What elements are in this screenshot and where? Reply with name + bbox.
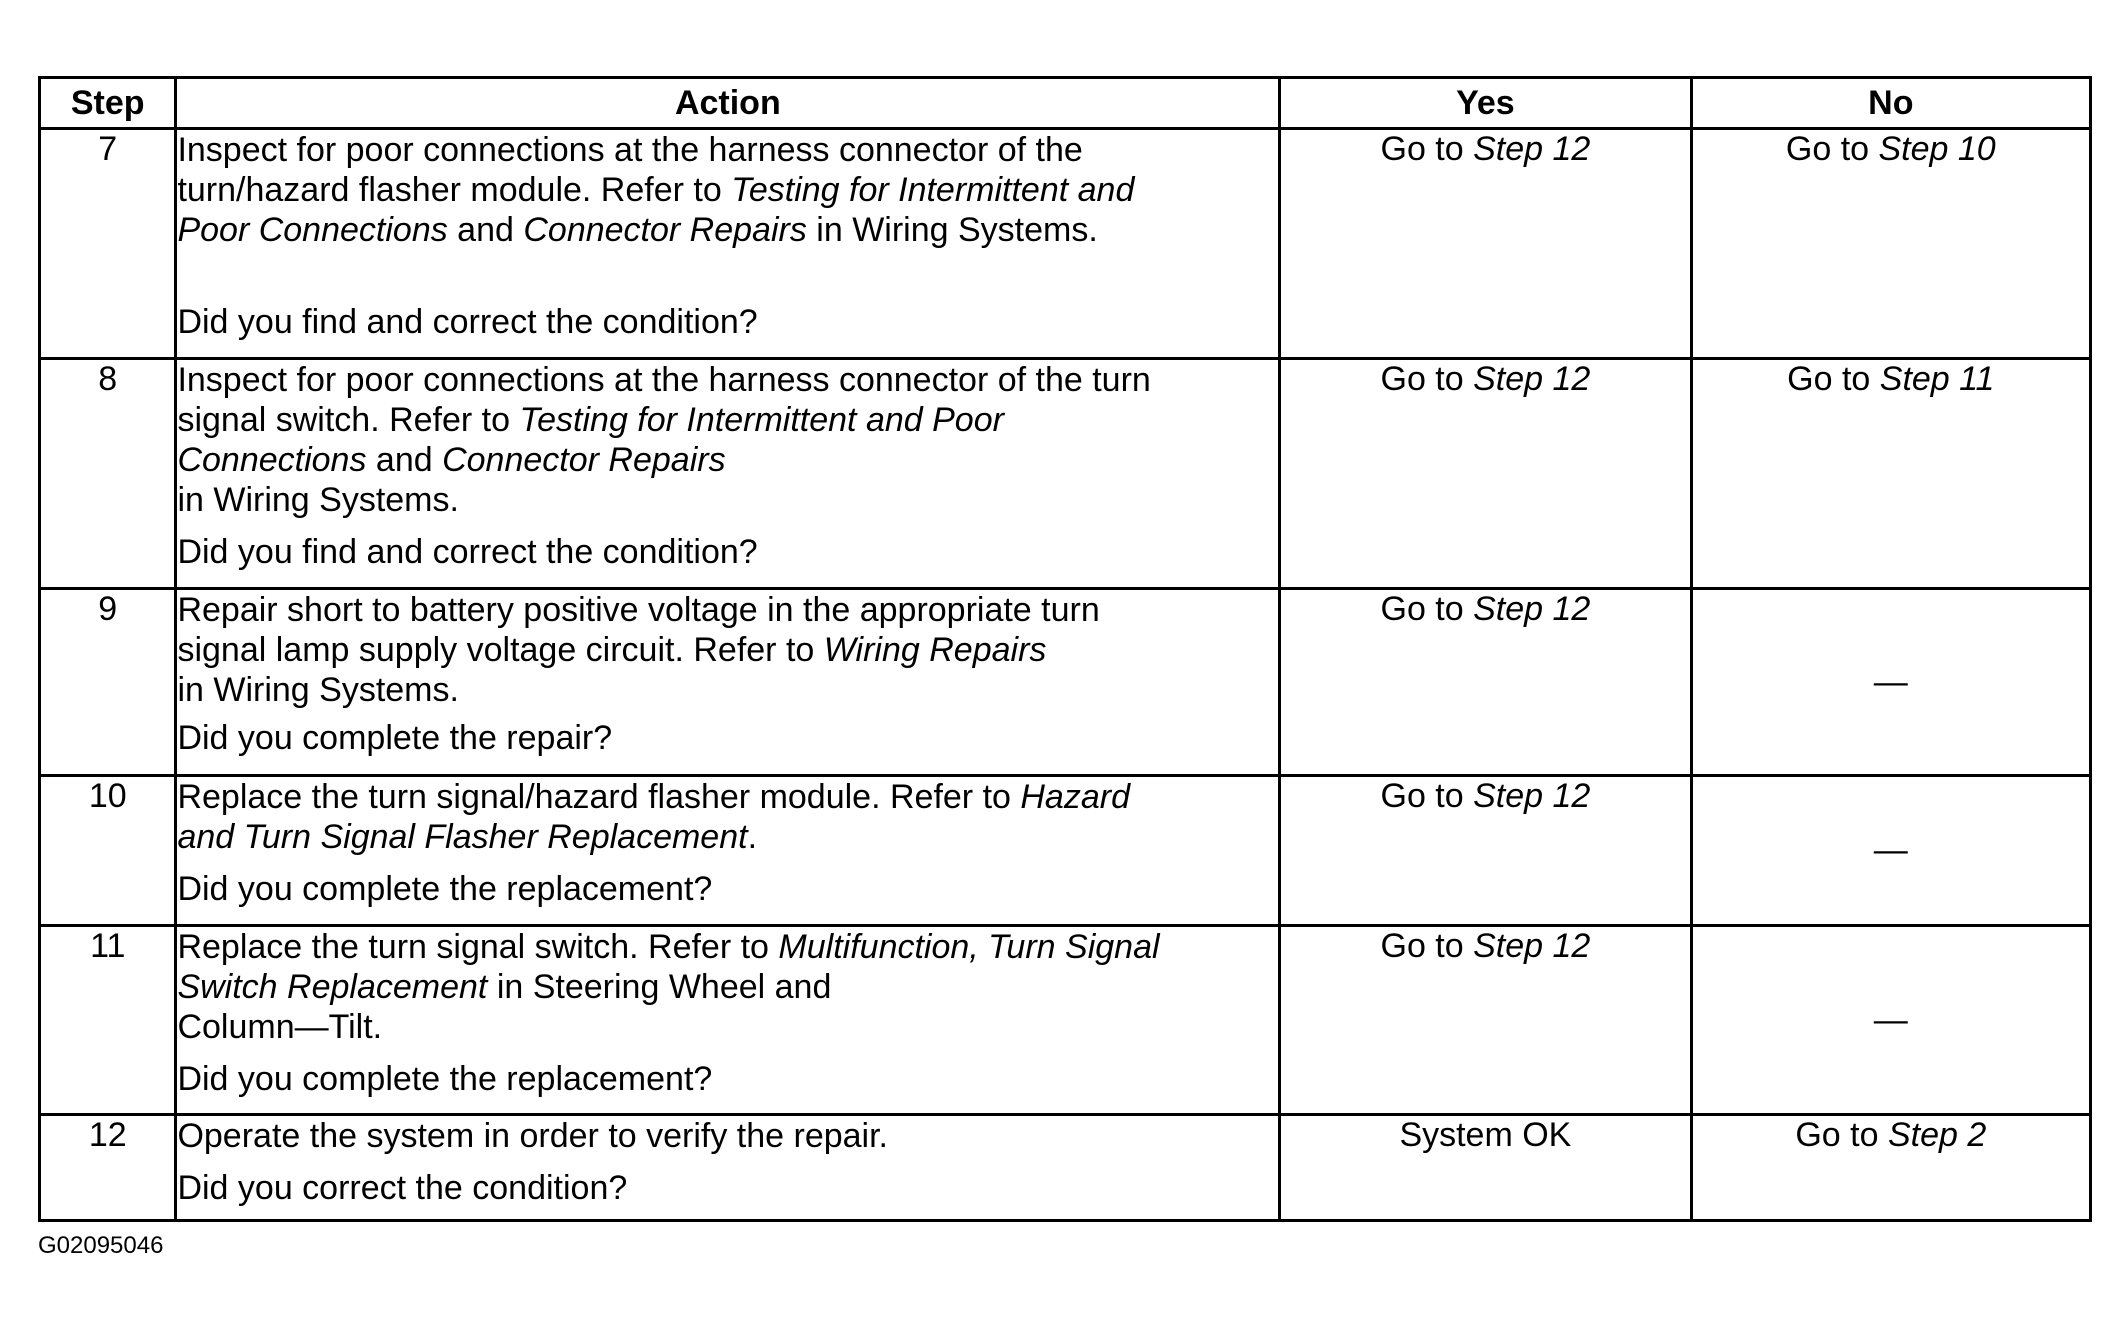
- no-text: Go to: [1785, 130, 1879, 168]
- yes-cell: [1280, 776, 1691, 926]
- doc-reference: Wiring Repairs: [823, 631, 1047, 669]
- action-text: [177, 590, 1278, 710]
- step-number: 11: [40, 926, 176, 1115]
- step-number: 7: [40, 129, 176, 359]
- no-text: Go to: [1795, 1116, 1888, 1154]
- action-question: Did you complete the replacement?: [177, 1060, 713, 1098]
- yes-step-reference: Step 12: [1473, 130, 1591, 168]
- yes-text: Go to: [1380, 130, 1474, 168]
- yes-cell: [1280, 129, 1691, 359]
- diagnostic-table: [38, 76, 2092, 1222]
- action-text-segment: .: [747, 818, 758, 856]
- action-text-segment: Replace the turn signal/hazard flasher module. Refer to: [177, 778, 1021, 816]
- action-text: [177, 130, 1278, 250]
- doc-reference: Hazard: [1020, 778, 1130, 816]
- yes-cell: [1280, 926, 1691, 1115]
- action-text-segment: Inspect for poor connections at the harness connector of the: [177, 131, 1083, 169]
- action-question: Did you correct the condition?: [177, 1169, 628, 1207]
- action-question: Did you complete the replacement?: [177, 870, 713, 908]
- table-row: [40, 926, 2091, 1115]
- table-row: [40, 129, 2091, 359]
- action-text-segment: in Wiring Systems.: [806, 211, 1098, 249]
- action-text: Operate the system in order to verify the repair.: [177, 1117, 888, 1155]
- action-text: [177, 777, 1278, 857]
- action-text-segment: and: [447, 211, 524, 249]
- action-text-segment: Column—Tilt.: [177, 1008, 383, 1046]
- action-question: Did you find and correct the condition?: [177, 533, 758, 571]
- action-question: Did you find and correct the condition?: [177, 303, 758, 341]
- action-cell: [176, 776, 1280, 926]
- action-text: [177, 360, 1278, 520]
- yes-step-reference: Step 12: [1473, 360, 1591, 398]
- doc-reference: Testing for Intermittent and: [731, 171, 1135, 209]
- action-text-segment: and: [366, 441, 443, 479]
- no-cell: —: [1691, 589, 2090, 776]
- yes-text: Go to: [1380, 590, 1474, 628]
- yes-text: Go to: [1380, 360, 1474, 398]
- no-step-reference: Step 2: [1887, 1116, 1987, 1154]
- table-row: [40, 589, 2091, 776]
- action-text-segment: signal lamp supply voltage circuit. Refer to: [177, 631, 824, 669]
- action-text-segment: signal switch. Refer to: [177, 401, 520, 439]
- yes-text: Go to: [1380, 777, 1474, 815]
- yes-cell: [1280, 359, 1691, 589]
- action-cell: [176, 589, 1280, 776]
- table-header-row: [40, 78, 2091, 129]
- action-cell: [176, 926, 1280, 1115]
- step-number: 12: [40, 1115, 176, 1221]
- no-text: Go to: [1787, 360, 1880, 398]
- header-action: Action: [176, 78, 1280, 129]
- table-row: [40, 776, 2091, 926]
- action-text-segment: in Wiring Systems.: [177, 481, 459, 519]
- doc-reference: Switch Replacement: [177, 968, 488, 1006]
- action-text-segment: in Wiring Systems.: [177, 671, 459, 709]
- table-row: [40, 359, 2091, 589]
- action-text-segment: in Steering Wheel and: [487, 968, 832, 1006]
- yes-text: Go to: [1380, 927, 1474, 965]
- no-step-reference: Step 11: [1879, 360, 1995, 398]
- figure-id: G02095046: [38, 1232, 164, 1259]
- header-no: No: [1691, 78, 2090, 129]
- no-cell: —: [1691, 776, 2090, 926]
- step-number: 9: [40, 589, 176, 776]
- doc-reference: Connector Repairs: [442, 441, 726, 479]
- doc-reference: and Turn Signal Flasher Replacement: [177, 818, 748, 856]
- header-step: Step: [40, 78, 176, 129]
- no-cell: [1691, 359, 2090, 589]
- table-row: [40, 1115, 2091, 1221]
- doc-reference: Testing for Intermittent and Poor: [519, 401, 1004, 439]
- doc-reference: Multifunction, Turn Signal: [778, 928, 1160, 966]
- action-text-segment: Replace the turn signal switch. Refer to: [177, 928, 779, 966]
- action-text-segment: Inspect for poor connections at the harness connector of the turn: [177, 361, 1151, 399]
- doc-reference: Connections: [177, 441, 367, 479]
- no-step-reference: Step 10: [1878, 130, 1996, 168]
- yes-cell: System OK: [1280, 1115, 1691, 1221]
- yes-step-reference: Step 12: [1473, 777, 1591, 815]
- no-cell: [1691, 1115, 2090, 1221]
- step-number: 8: [40, 359, 176, 589]
- doc-reference: Poor Connections: [177, 211, 448, 249]
- header-yes: Yes: [1280, 78, 1691, 129]
- action-cell: [176, 1115, 1280, 1221]
- action-question: Did you complete the repair?: [177, 719, 613, 757]
- yes-cell: [1280, 589, 1691, 776]
- yes-step-reference: Step 12: [1473, 590, 1591, 628]
- action-cell: [176, 129, 1280, 359]
- yes-step-reference: Step 12: [1473, 927, 1591, 965]
- doc-reference: Connector Repairs: [523, 211, 807, 249]
- diagnostic-table-wrapper: [38, 76, 2092, 1222]
- action-text-segment: Repair short to battery positive voltage in the appropriate turn: [177, 591, 1100, 629]
- action-text: [177, 927, 1278, 1047]
- step-number: 10: [40, 776, 176, 926]
- action-cell: [176, 359, 1280, 589]
- no-cell: —: [1691, 926, 2090, 1115]
- no-cell: [1691, 129, 2090, 359]
- action-text-segment: turn/hazard flasher module. Refer to: [177, 171, 732, 209]
